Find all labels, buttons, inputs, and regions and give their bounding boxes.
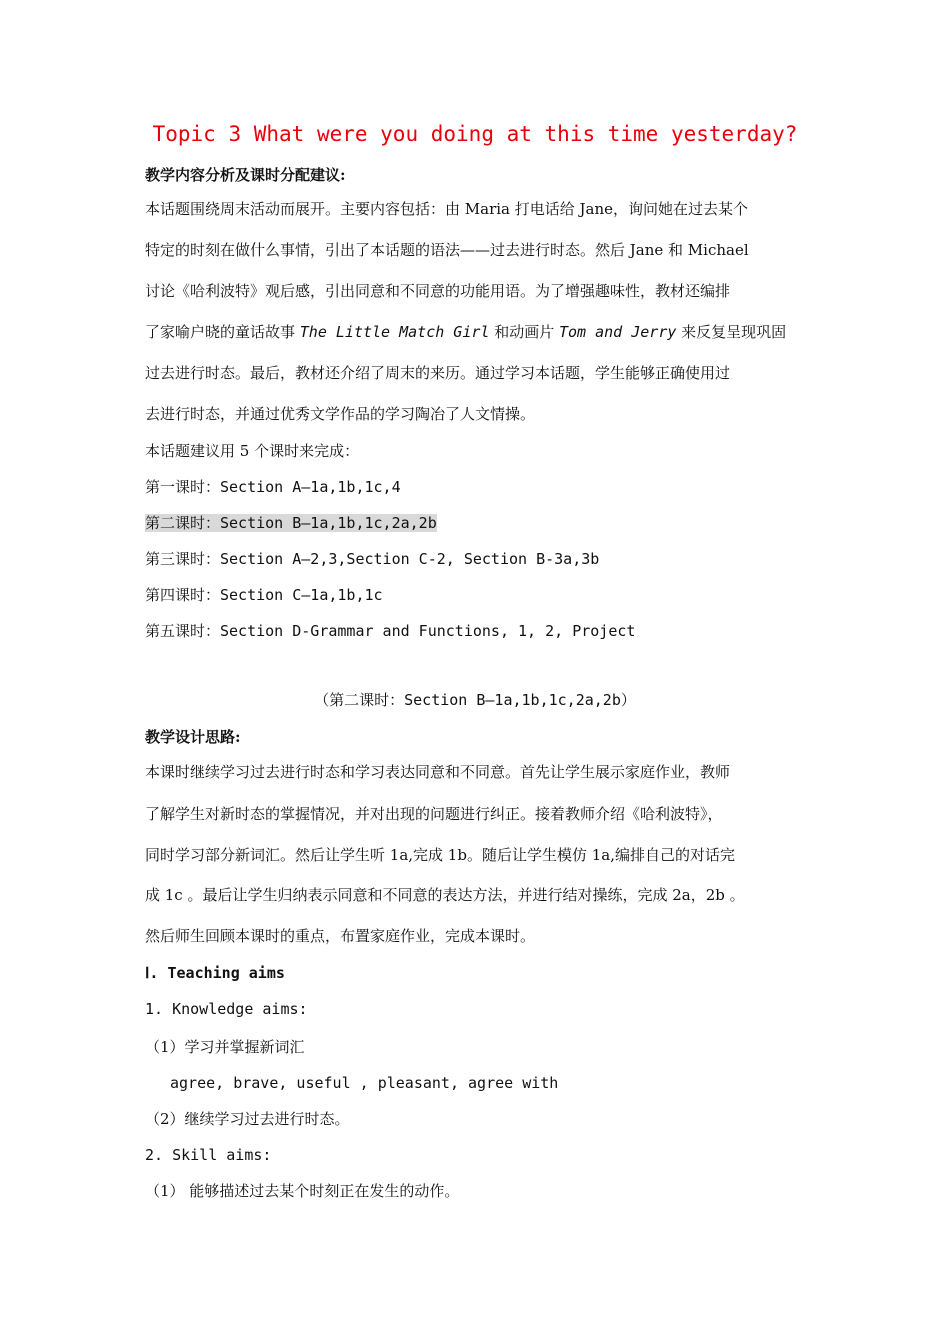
teaching-aims-heading: Ⅰ. Teaching aims [145,964,285,982]
lesson-item-2-highlight: 第二课时：Section B—1a,1b,1c,2a,2b [145,514,437,532]
design-line-3: 同时学习部分新词汇。然后让学生听 1a,完成 1b。随后让学生模仿 1a,编排自己的对话完 [145,846,735,864]
document-title: Topic 3 What were you doing at this time yesterday? [152,122,798,146]
analysis-line-4-mid: 和动画片 [489,323,559,341]
cartoon-title-tom-jerry: Tom and Jerry [558,323,677,341]
book-title-match-girl: The Little Match Girl [299,323,490,341]
analysis-line-4-prefix: 了家喻户晓的童话故事 [145,323,300,341]
lesson-item-2 [145,513,437,533]
lesson-item-1: 第一课时：Section A—1a,1b,1c,4 [145,478,401,496]
analysis-line-2: 特定的时刻在做什么事情，引出了本话题的语法——过去进行时态。然后 Jane 和 Michael [145,241,749,259]
analysis-line-6: 去进行时态，并通过优秀文学作品的学习陶冶了人文情操。 [145,405,536,423]
analysis-line-5: 过去进行时态。最后，教材还介绍了周末的来历。通过学习本话题，学生能够正确使用过 [145,364,731,382]
knowledge-aims-heading: 1. Knowledge aims: [145,1000,308,1018]
design-line-2: 了解学生对新时态的掌握情况，并对出现的问题进行纠正。接着教师介绍《哈利波特》， [145,805,723,823]
lesson-item-3: 第三课时：Section A—2,3,Section C-2, Section B-3a,3b [145,550,600,568]
lesson-subtitle: （第二课时：Section B—1a,1b,1c,2a,2b） [314,691,636,709]
lesson-count-suggestion: 本话题建议用 5 个课时来完成： [145,442,360,460]
design-line-1: 本课时继续学习过去进行时态和学习表达同意和不同意。首先让学生展示家庭作业，教师 [145,763,731,781]
design-line-5: 然后师生回顾本课时的重点，布置家庭作业，完成本课时。 [145,927,536,945]
analysis-line-4-suffix: 来反复呈现巩固 [676,323,787,341]
design-line-4: 成 1c 。最后让学生归纳表示同意和不同意的表达方法，并进行结对操练，完成 2a，2b 。 [145,886,745,904]
analysis-line-1: 本话题围绕周末活动而展开。主要内容包括：由 Maria 打电话给 Jane，询问她在过去某个 [145,200,749,218]
section-heading-design: 教学设计思路: [145,728,241,746]
analysis-line-4 [145,322,807,342]
lesson-item-5: 第五课时：Section D-Grammar and Functions, 1, 2, Project [145,622,636,640]
analysis-line-3: 讨论《哈利波特》观后感，引出同意和不同意的功能用语。为了增强趣味性，教材还编排 [145,282,731,300]
knowledge-aim-1: （1）学习并掌握新词汇 [145,1038,305,1056]
skill-aims-heading: 2. Skill aims: [145,1146,272,1164]
vocabulary-words: agree, brave, useful , pleasant, agree with [170,1074,559,1092]
lesson-item-4: 第四课时：Section C—1a,1b,1c [145,586,383,604]
section-heading-analysis: 教学内容分析及课时分配建议: [145,166,346,184]
skill-aim-1: （1） 能够描述过去某个时刻正在发生的动作。 [145,1182,460,1200]
knowledge-aim-2: （2）继续学习过去进行时态。 [145,1110,350,1128]
